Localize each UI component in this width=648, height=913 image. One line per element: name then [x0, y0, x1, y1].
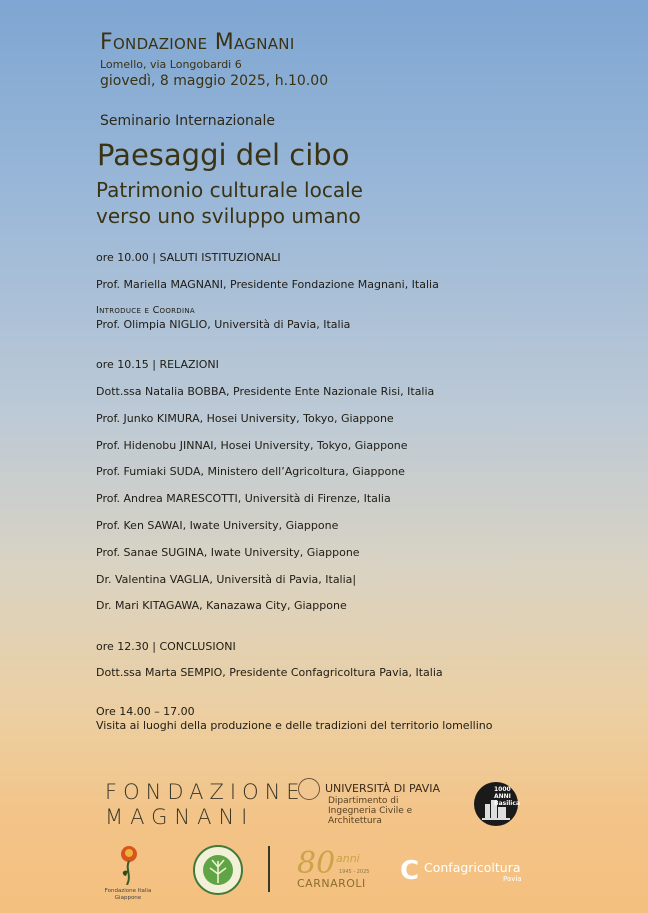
logo-divider	[268, 846, 270, 892]
anniversary-number: 80	[297, 846, 336, 881]
speaker-item: Prof. Andrea MARESCOTTI, Università di Firenze, Italia	[96, 492, 391, 505]
confagricoltura-location: Pavia	[503, 875, 522, 883]
saluti-header: ore 10.00 | SALUTI ISTITUZIONALI	[96, 251, 281, 264]
university-name: UNIVERSITÀ DI PAVIA	[325, 782, 441, 795]
fondazione-magnani-logo-line2: MAGNANI	[105, 805, 255, 829]
anniversary-years: 1945 - 2025	[339, 869, 370, 875]
speaker-item: Dr. Mari KITAGAWA, Kanazawa City, Giappone	[96, 599, 347, 612]
conclusioni-header: ore 12.30 | CONCLUSIONI	[96, 640, 236, 653]
conclusioni-speaker: Dott.ssa Marta SEMPIO, Presidente Confagricoltura Pavia, Italia	[96, 666, 443, 679]
speaker-item: Prof. Ken SAWAI, Iwate University, Giappone	[96, 519, 339, 532]
event-subtitle-1: Patrimonio culturale locale	[96, 178, 363, 202]
university-department: Dipartimento di Ingegneria Civile e Architettura	[328, 796, 413, 826]
speaker-item: Prof. Sanae SUGINA, Iwate University, Giappone	[96, 546, 360, 559]
event-title: Paesaggi del cibo	[97, 138, 350, 172]
coord-label: Introduce e Coordina	[96, 305, 195, 316]
organizer-name: Fondazione Magnani	[100, 30, 295, 55]
event-subtitle-2: verso uno sviluppo umano	[96, 204, 361, 228]
speaker-item: Prof. Fumiaki SUDA, Ministero dell’Agricoltura, Giappone	[96, 465, 405, 478]
anniversary-word: anni	[336, 852, 360, 865]
speaker-item: Prof. Hidenobu JINNAI, Hosei University, Tokyo, Giappone	[96, 439, 408, 452]
relazioni-header: ore 10.15 | RELAZIONI	[96, 358, 219, 371]
carnaroli-label: CARNAROLI	[297, 877, 366, 890]
speaker-item: Dr. Valentina VAGLIA, Università di Pavia, Italia|	[96, 573, 357, 586]
visit-time: Ore 14.00 – 17.00	[96, 705, 195, 718]
fondazione-italia-giappone-text: Fondazione Italia Giappone	[104, 888, 152, 901]
speaker-item: Prof. Junko KIMURA, Hosei University, Tokyo, Giappone	[96, 412, 394, 425]
event-date: giovedì, 8 maggio 2025, h.10.00	[100, 73, 329, 89]
venue-address: Lomello, via Longobardi 6	[100, 58, 242, 71]
fondazione-italia-giappone-flower-icon	[118, 845, 140, 885]
university-seal-icon	[298, 778, 320, 800]
event-type: Seminario Internazionale	[100, 113, 275, 129]
speaker-item: Dott.ssa Natalia BOBBA, Presidente Ente Nazionale Risi, Italia	[96, 385, 435, 398]
rice-plant-icon	[195, 847, 241, 893]
confagricoltura-mark-icon: C	[400, 856, 420, 886]
ente-nazionale-risi-logo-icon	[193, 845, 243, 895]
fondazione-magnani-logo-line1: FONDAZIONE	[105, 780, 306, 804]
saluti-speaker: Prof. Mariella MAGNANI, Presidente Fondazione Magnani, Italia	[96, 278, 439, 291]
confagricoltura-name: Confagricoltura	[424, 860, 521, 875]
basilica-logo-text: 1000 ANNI Basilica	[494, 786, 520, 807]
coord-speaker: Prof. Olimpia NIGLIO, Università di Pavia, Italia	[96, 318, 351, 331]
visit-description: Visita ai luoghi della produzione e delle tradizioni del territorio lomellino	[96, 719, 493, 732]
